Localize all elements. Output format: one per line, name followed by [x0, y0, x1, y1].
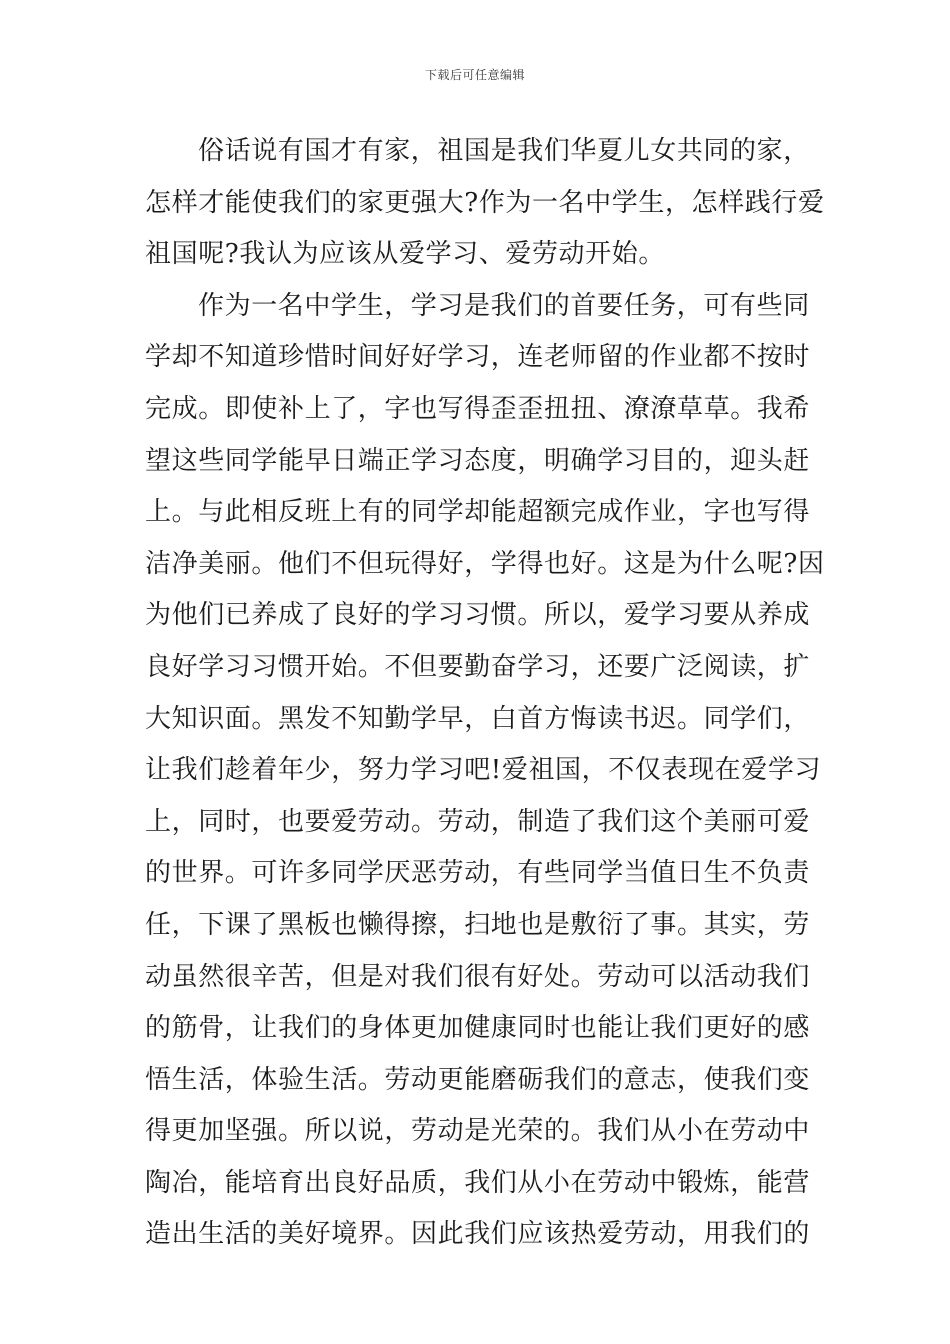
text-line: 得更加坚强。所以说，劳动是光荣的。我们从小在劳动中: [145, 1116, 811, 1147]
text-line: 任，下课了黑板也懒得擦，扫地也是敷衍了事。其实，劳: [145, 909, 811, 940]
text-line: 造出生活的美好境界。因此我们应该热爱劳动，用我们的: [145, 1219, 811, 1250]
text-line: 上。与此相反班上有的同学却能超额完成作业，字也写得: [145, 497, 811, 528]
text-line: 大知识面。黑发不知勤学早，白首方悔读书迟。同学们，: [145, 703, 811, 734]
text-line: 的世界。可许多同学厌恶劳动，有些同学当值日生不负责: [145, 858, 811, 889]
text-line: 良好学习习惯开始。不但要勤奋学习，还要广泛阅读，扩: [145, 651, 811, 682]
text-line: 学却不知道珍惜时间好好学习，连老师留的作业都不按时: [145, 342, 811, 373]
text-line: 作为一名中学生，学习是我们的首要任务，可有些同: [198, 290, 810, 321]
text-line: 完成。即使补上了，字也写得歪歪扭扭、潦潦草草。我希: [145, 393, 811, 424]
text-line: 怎样才能使我们的家更强大?作为一名中学生，怎样践行爱: [145, 187, 825, 218]
text-line: 为他们已养成了良好的学习习惯。所以，爱学习要从养成: [145, 600, 811, 631]
text-line: 上，同时，也要爱劳动。劳动，制造了我们这个美丽可爱: [145, 806, 811, 837]
text-line: 祖国呢?我认为应该从爱学习、爱劳动开始。: [145, 239, 665, 270]
text-line: 望这些同学能早日端正学习态度，明确学习目的，迎头赶: [145, 445, 811, 476]
text-line: 悟生活，体验生活。劳动更能磨砺我们的意志，使我们变: [145, 1064, 811, 1095]
document-body: [145, 126, 825, 1261]
text-line: 的筋骨，让我们的身体更加健康同时也能让我们更好的感: [145, 1013, 811, 1044]
text-line: 洁净美丽。他们不但玩得好，学得也好。这是为什么呢?因: [145, 548, 825, 579]
text-line: 让我们趁着年少，努力学习吧!爱祖国，不仅表现在爱学习: [145, 755, 822, 786]
page-header-note: 下载后可任意编辑: [424, 68, 525, 82]
text-line: 俗话说有国才有家，祖国是我们华夏儿女共同的家，: [198, 136, 810, 166]
text-line: 动虽然很辛苦，但是对我们很有好处。劳动可以活动我们: [145, 961, 811, 992]
text-line: 陶冶，能培育出良好品质，我们从小在劳动中锻炼，能营: [145, 1167, 811, 1198]
